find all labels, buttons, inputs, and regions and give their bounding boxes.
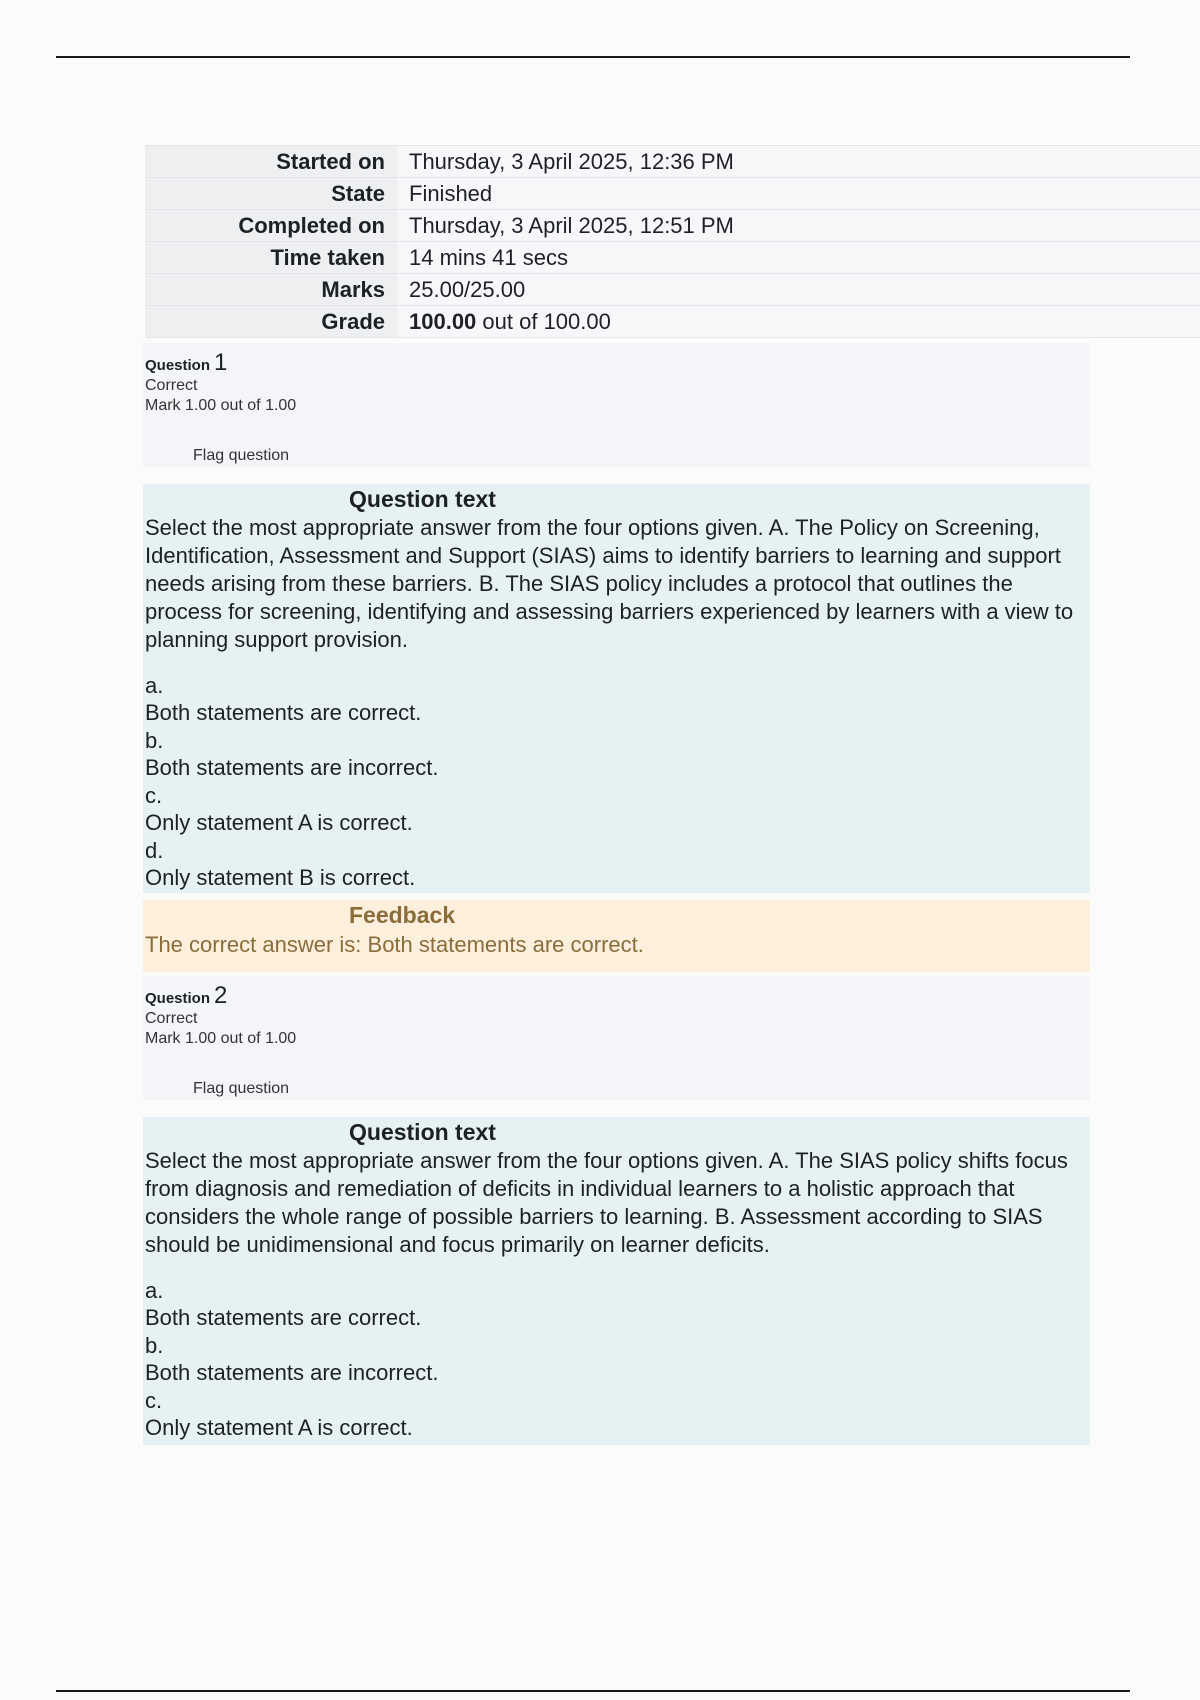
- summary-row-time-taken: [145, 242, 1200, 274]
- answer-option-d[interactable]: [145, 837, 1090, 892]
- answer-letter: a.: [145, 1278, 164, 1303]
- question-1-feedback: [143, 900, 1090, 972]
- answer-list: [143, 672, 1090, 892]
- attempt-summary-table: [145, 145, 1200, 338]
- answer-option-a[interactable]: [145, 672, 1090, 727]
- question-state: Correct: [145, 1010, 198, 1027]
- answer-letter: d.: [145, 838, 164, 863]
- summary-value: Thursday, 3 April 2025, 12:51 PM: [397, 210, 1200, 242]
- summary-value: 14 mins 41 secs: [397, 242, 1200, 274]
- grade-score: 100.00: [409, 308, 477, 334]
- summary-row-grade: [145, 306, 1200, 338]
- summary-value: Thursday, 3 April 2025, 12:36 PM: [397, 146, 1200, 178]
- answer-option-b[interactable]: [145, 1332, 1090, 1387]
- answer-letter: c.: [145, 1388, 163, 1413]
- answer-option-a[interactable]: [145, 1277, 1090, 1332]
- summary-label: Completed on: [145, 210, 397, 242]
- answer-option-c[interactable]: [145, 782, 1090, 837]
- answer-text: Both statements are correct.: [145, 1305, 422, 1330]
- question-text-heading: Question text: [349, 486, 496, 512]
- question-number-value: 1: [214, 349, 228, 376]
- answer-text: Both statements are incorrect.: [145, 755, 439, 780]
- summary-value: 25.00/25.00: [397, 274, 1200, 306]
- answer-text: Both statements are incorrect.: [145, 1360, 439, 1385]
- answer-list: [143, 1277, 1090, 1442]
- answer-letter: c.: [145, 783, 163, 808]
- question-1-content: [143, 484, 1090, 893]
- summary-row-started: [145, 146, 1200, 178]
- answer-letter: a.: [145, 673, 164, 698]
- summary-label: Marks: [145, 274, 397, 306]
- question-label: Question: [145, 357, 211, 374]
- answer-option-b[interactable]: [145, 727, 1090, 782]
- question-number: [145, 982, 227, 1010]
- answer-option-c[interactable]: [145, 1387, 1090, 1442]
- question-label: Question: [145, 990, 211, 1007]
- question-2-info: [143, 976, 1090, 1100]
- feedback-heading: Feedback: [349, 902, 456, 928]
- answer-text: Both statements are correct.: [145, 700, 422, 725]
- answer-letter: b.: [145, 728, 164, 753]
- answer-text: Only statement A is correct.: [145, 1415, 413, 1440]
- bottom-rule: [56, 1690, 1130, 1692]
- question-text-heading: Question text: [349, 1119, 496, 1145]
- summary-label: Started on: [145, 146, 397, 178]
- flag-question-button[interactable]: Flag question: [193, 447, 290, 464]
- question-number-value: 2: [214, 982, 228, 1009]
- top-rule: [56, 56, 1130, 58]
- summary-label: Time taken: [145, 242, 397, 274]
- feedback-text: The correct answer is: Both statements are correct.: [145, 932, 644, 957]
- answer-text: Only statement A is correct.: [145, 810, 413, 835]
- question-grade: Mark 1.00 out of 1.00: [145, 1030, 297, 1047]
- grade-out-of: out of 100.00: [476, 308, 611, 334]
- summary-label: Grade: [145, 306, 397, 338]
- question-text: Select the most appropriate answer from the four options given. A. The Policy on Screening, Identification, Assessment and Support (SIAS) aims to identify barriers to learning and support needs arising from these barriers. B. The SIAS policy includes a protocol that outlines the process for screening, identifying and assessing barriers experienced by learners with a view to planning support provision.: [145, 515, 1074, 652]
- question-state: Correct: [145, 377, 198, 394]
- summary-label: State: [145, 178, 397, 210]
- question-grade: Mark 1.00 out of 1.00: [145, 397, 297, 414]
- question-number: [145, 349, 227, 377]
- answer-letter: b.: [145, 1333, 164, 1358]
- question-text: Select the most appropriate answer from the four options given. A. The SIAS policy shifts focus from diagnosis and remediation of deficits in individual learners to a holistic approach that considers the whole range of possible barriers to learning. B. Assessment according to SIAS should be unidimensional and focus primarily on learner deficits.: [145, 1148, 1068, 1257]
- answer-text: Only statement B is correct.: [145, 865, 416, 890]
- summary-row-state: [145, 178, 1200, 210]
- question-2-content: [143, 1117, 1090, 1445]
- summary-value: Finished: [397, 178, 1200, 210]
- summary-row-marks: [145, 274, 1200, 306]
- summary-value: [397, 306, 1200, 338]
- summary-row-completed: [145, 210, 1200, 242]
- question-1-info: [143, 343, 1090, 467]
- flag-question-button[interactable]: Flag question: [193, 1080, 290, 1097]
